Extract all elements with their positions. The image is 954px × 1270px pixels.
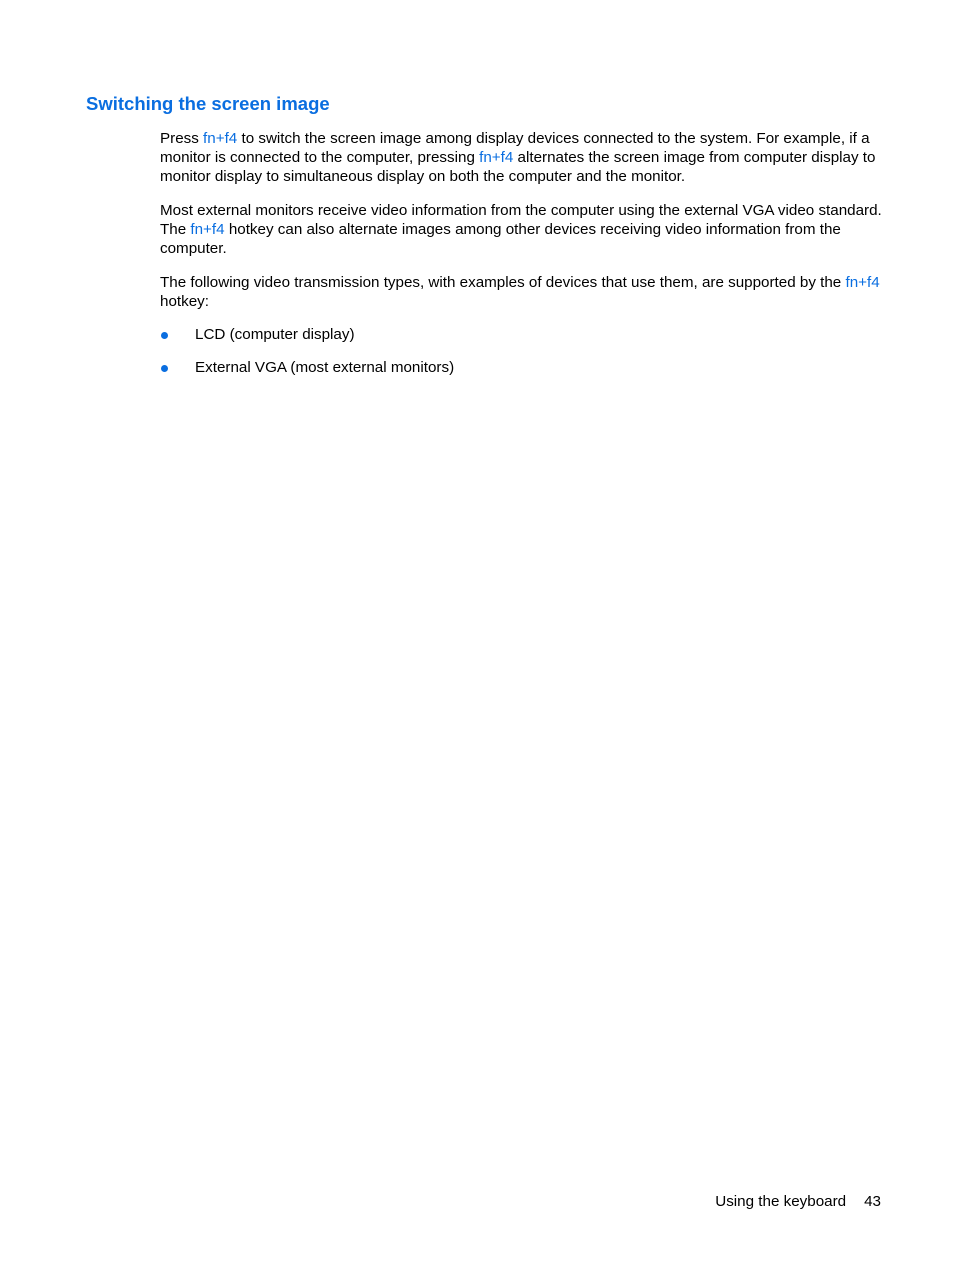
paragraph-external-monitors	[160, 201, 890, 258]
text-run: to switch the screen image among display devices connected to the system. For example, if a monitor is connected to the computer, pressing	[160, 130, 870, 166]
text-run: The following video transmission types, with examples of devices that use them, are supported by the	[160, 274, 846, 291]
page-footer	[715, 1193, 881, 1210]
list-item	[160, 358, 890, 377]
list-item-label: External VGA (most external monitors)	[195, 359, 455, 376]
paragraph-transmission-types	[160, 273, 890, 311]
text-run: alternates the screen image from computer display to monitor display to simultaneous display on both the computer and the monitor.	[160, 149, 876, 185]
list-item	[160, 325, 890, 344]
chapter-title: Using the keyboard	[715, 1193, 847, 1210]
hotkey-text: fn+f4	[479, 149, 514, 166]
paragraph-fn-f4-intro	[160, 129, 890, 186]
bullet-icon	[161, 365, 168, 372]
text-run: hotkey:	[160, 293, 209, 310]
section-body	[160, 129, 890, 391]
section-heading: Switching the screen image	[86, 93, 330, 114]
bullet-icon	[161, 332, 168, 339]
hotkey-text: fn+f4	[190, 221, 225, 238]
hotkey-text: fn+f4	[845, 274, 880, 291]
list-item-label: LCD (computer display)	[195, 326, 355, 343]
text-run: Press	[160, 130, 204, 147]
hotkey-text: fn+f4	[203, 130, 238, 147]
text-run: Most external monitors receive video information from the computer using the external VGA video standard. The	[160, 202, 882, 238]
page-number: 43	[864, 1193, 881, 1210]
transmission-types-list	[160, 325, 890, 377]
text-run: hotkey can also alternate images among other devices receiving video information from the computer.	[160, 221, 841, 257]
